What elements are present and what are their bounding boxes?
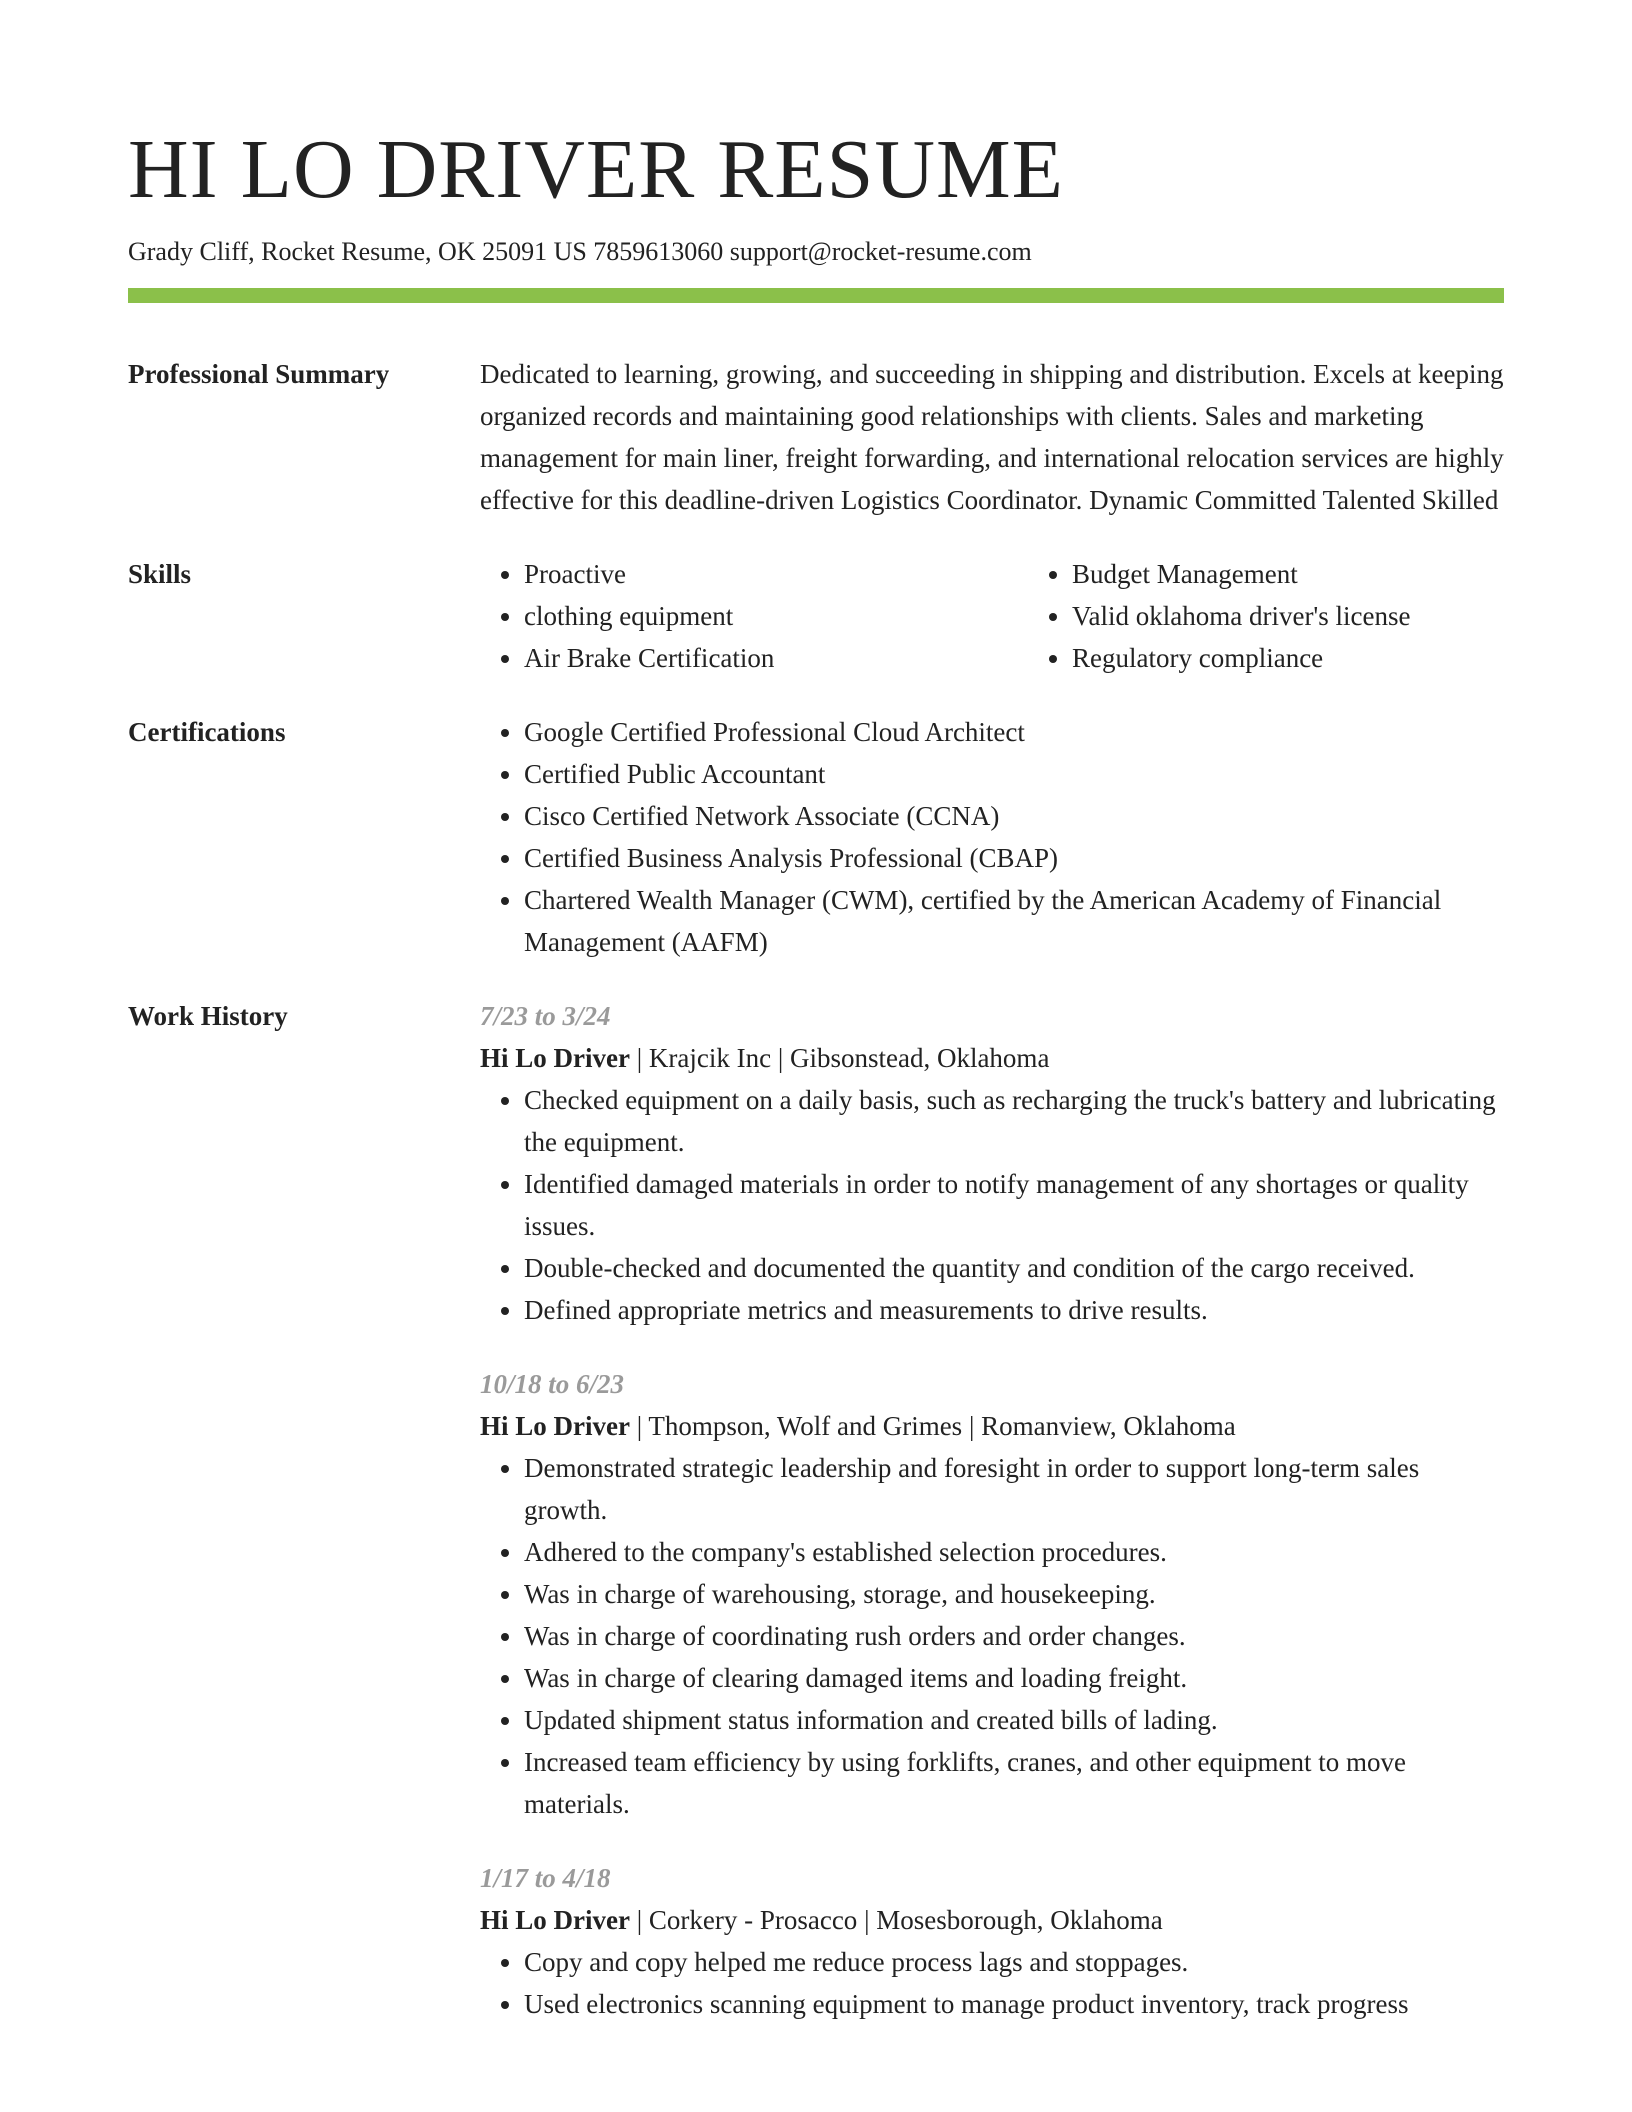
job-bullet: • Increased team efficiency by using forklifts, cranes, and other equipment to move materials. [524,1741,1504,1825]
certification-item: • Certified Public Accountant [524,753,1504,795]
work-history-section [128,995,1504,2057]
job-bullet-list [480,1079,1504,1331]
skills-list-right [1028,553,1576,679]
job-bullet: • Adhered to the company's established selection procedures. [524,1531,1504,1573]
job-bullet-list [480,1447,1504,1825]
skill-item: • Budget Management [1072,553,1576,595]
work-history-body [480,995,1504,2057]
skills-list-left [480,553,1028,679]
job-separator: | [629,1043,649,1073]
job-title: Hi Lo Driver [480,1043,630,1073]
job-entry [480,1363,1504,1825]
skill-item: • Air Brake Certification [524,637,1028,679]
resume-page [128,118,1504,2057]
job-dates: 10/18 to 6/23 [480,1369,625,1399]
job-company: Krajcik Inc [648,1043,772,1073]
certification-item: • Chartered Wealth Manager (CWM), certified by the American Academy of Financial Management (AAFM) [524,879,1504,963]
accent-divider [128,288,1504,303]
work-history-label: Work History [128,1001,288,1031]
job-dates: 7/23 to 3/24 [480,1001,611,1031]
job-company: Corkery - Prosacco [648,1905,858,1935]
job-bullet: • Demonstrated strategic leadership and foresight in order to support long-term sales growth. [524,1447,1504,1531]
skill-item: • clothing equipment [524,595,1028,637]
job-bullet: • Was in charge of clearing damaged items and loading freight. [524,1657,1504,1699]
job-bullet: • Was in charge of warehousing, storage, and housekeeping. [524,1573,1504,1615]
job-separator: | [962,1411,982,1441]
job-bullet: • Updated shipment status information and created bills of lading. [524,1699,1504,1741]
job-bullet: • Defined appropriate metrics and measurements to drive results. [524,1289,1504,1331]
job-location: Mosesborough, Oklahoma [876,1905,1163,1935]
job-bullet: • Used electronics scanning equipment to manage product inventory, track progress [524,1983,1504,2025]
job-heading [480,1899,1504,1941]
skill-item: • Valid oklahoma driver's license [1072,595,1576,637]
job-bullet-list [480,1941,1504,2025]
certification-item: • Google Certified Professional Cloud Architect [524,711,1504,753]
job-heading [480,1037,1504,1079]
job-location: Gibsonstead, Oklahoma [789,1043,1050,1073]
certifications-body [480,711,1504,963]
job-heading [480,1405,1504,1447]
job-separator: | [771,1043,790,1073]
job-separator: | [629,1411,649,1441]
job-entry [480,1857,1504,2025]
job-separator: | [857,1905,877,1935]
skills-section [128,553,1504,679]
certifications-label: Certifications [128,717,286,747]
resume-title: HI LO DRIVER RESUME [128,123,1064,216]
job-title: Hi Lo Driver [480,1905,630,1935]
job-dates: 1/17 to 4/18 [480,1863,611,1893]
job-bullet: • Was in charge of coordinating rush orders and order changes. [524,1615,1504,1657]
job-bullet: • Identified damaged materials in order to notify management of any shortages or quality issues. [524,1163,1504,1247]
job-company: Thompson, Wolf and Grimes [648,1411,963,1441]
job-entry [480,995,1504,1331]
certifications-list [480,711,1504,963]
certifications-section [128,711,1504,963]
job-bullet: • Checked equipment on a daily basis, such as recharging the truck's battery and lubricating the equipment. [524,1079,1504,1163]
skill-item: • Regulatory compliance [1072,637,1576,679]
certification-item: • Certified Business Analysis Professional (CBAP) [524,837,1504,879]
job-title: Hi Lo Driver [480,1411,630,1441]
skill-item: • Proactive [524,553,1028,595]
job-separator: | [629,1905,649,1935]
certification-item: • Cisco Certified Network Associate (CCNA) [524,795,1504,837]
job-location: Romanview, Oklahoma [981,1411,1236,1441]
contact-line: Grady Cliff, Rocket Resume, OK 25091 US 7859613060 support@rocket-resume.com [128,237,1032,266]
job-bullet: • Copy and copy helped me reduce process lags and stoppages. [524,1941,1504,1983]
summary-text: Dedicated to learning, growing, and succeeding in shipping and distribution. Excels at keeping organized records and maintaining good relationships with clients. Sales and marketing management for main liner, freight forwarding, and international relocation services are highly effective for this deadline-driven Logistics Coordinator. Dynamic Committed Talented Skilled [480,359,1504,515]
job-bullet: • Double-checked and documented the quantity and condition of the cargo received. [524,1247,1504,1289]
summary-section [128,353,1504,521]
summary-label: Professional Summary [128,359,390,389]
skills-label: Skills [128,559,192,589]
skills-body [480,553,1576,679]
